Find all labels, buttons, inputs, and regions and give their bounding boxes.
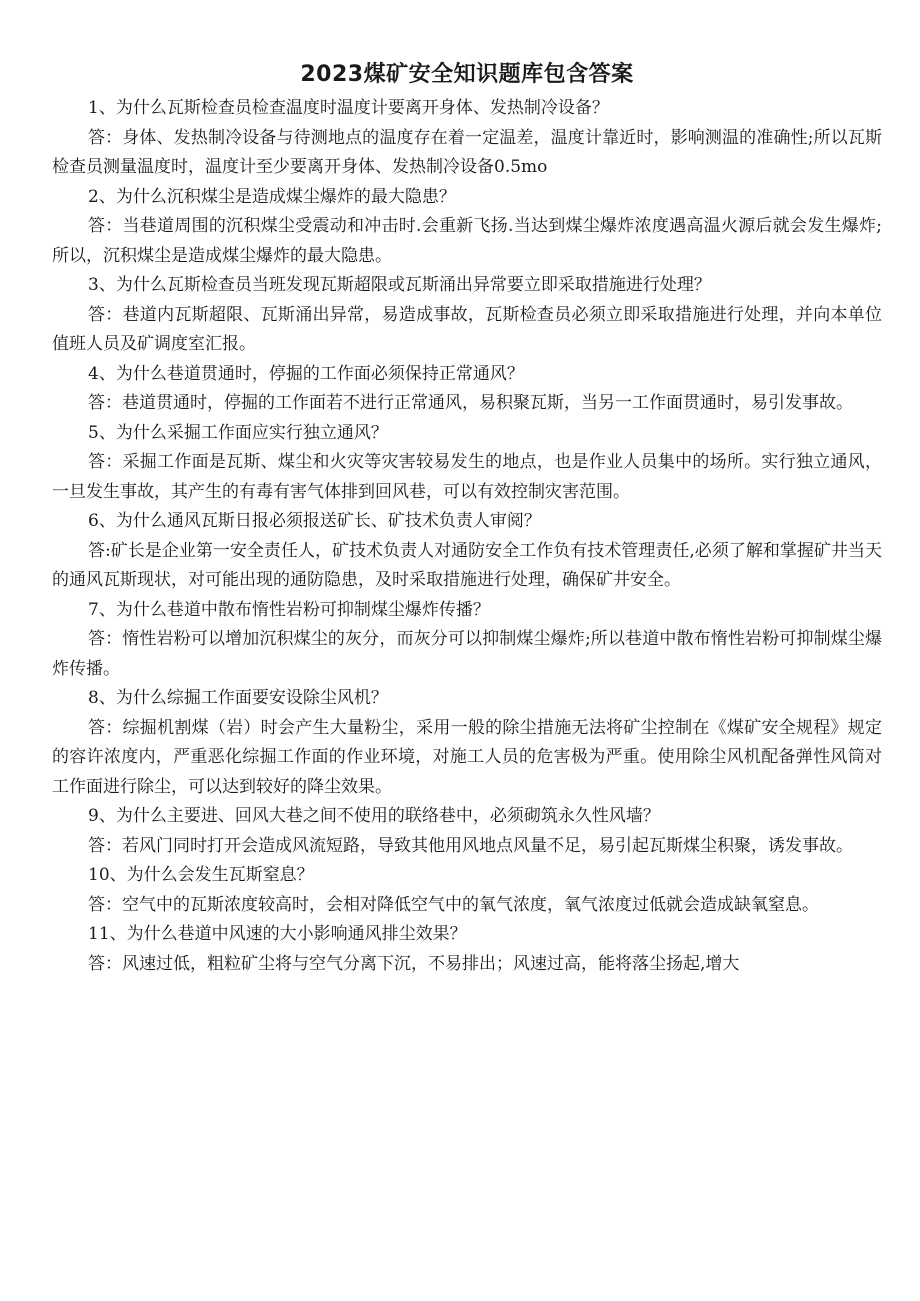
answer-5: 答：采掘工作面是瓦斯、煤尘和火灾等灾害较易发生的地点，也是作业人员集中的场所。实行独立通风，一旦发生事故，其产生的有毒有害气体排到回风巷，可以有效控制灾害范围。 <box>52 452 882 502</box>
question-7: 7、为什么巷道中散布惰性岩粉可抑制煤尘爆炸传播？ <box>88 599 490 620</box>
question-1: 1、为什么瓦斯检查员检查温度时温度计要离开身体、发热制冷设备？ <box>88 98 609 118</box>
answer-10: 答：空气中的瓦斯浓度较高时，会相对降低空气中的氧气浓度，氧气浓度过低就会造成缺氧窒息。 <box>88 894 819 915</box>
question-5: 5、为什么采掘工作面应实行独立通风？ <box>88 422 388 443</box>
question-4: 4、为什么巷道贯通时，停掘的工作面必须保持正常通风？ <box>88 363 524 384</box>
answer-7: 答：惰性岩粉可以增加沉积煤尘的灰分，而灰分可以抑制煤尘爆炸;所以巷道中散布惰性岩粉可抑制煤尘爆炸传播。 <box>52 629 882 679</box>
answer-2: 答：当巷道周围的沉积煤尘受震动和冲击时.会重新飞扬.当达到煤尘爆炸浓度遇高温火源后就会发生爆炸;所以，沉积煤尘是造成煤尘爆炸的最大隐患。 <box>52 216 882 266</box>
document-title: 2023煤矿安全知识题库包含答案 <box>300 62 634 87</box>
answer-11: 答：风速过低，粗粒矿尘将与空气分离下沉，不易排出；风速过高，能将落尘扬起,增大 <box>88 953 740 974</box>
document-page <box>52 58 882 979</box>
answer-6: 答:矿长是企业第一安全责任人，矿技术负责人对通防安全工作负有技术管理责任,必须了解和掌握矿井当天的通风瓦斯现状，对可能出现的通防隐患，及时采取措施进行处理，确保矿井安全。 <box>52 540 882 590</box>
answer-4: 答：巷道贯通时，停掘的工作面若不进行正常通风，易积聚瓦斯，当另一工作面贯通时，易引发事故。 <box>88 393 853 413</box>
answer-8: 答：综掘机割煤（岩）时会产生大量粉尘，采用一般的除尘措施无法将矿尘控制在《煤矿安全规程》规定的容许浓度内，严重恶化综掘工作面的作业环境，对施工人员的危害极为严重。使用除尘风机配备弹性风筒对工作面进行除尘，可以达到较好的降尘效果。 <box>52 717 882 797</box>
question-9: 9、为什么主要进、回风大巷之间不使用的联络巷中，必须砌筑永久性风墙？ <box>88 806 660 826</box>
question-10: 10、为什么会发生瓦斯窒息？ <box>88 865 314 885</box>
answer-1: 答：身体、发热制冷设备与待测地点的温度存在着一定温差，温度计靠近时，影响测温的准确性;所以瓦斯检查员测量温度时，温度计至少要离开身体、发热制冷设备0.5mo <box>52 127 882 177</box>
answer-9: 答：若风门同时打开会造成风流短路，导致其他用风地点风量不足，易引起瓦斯煤尘积聚，诱发事故。 <box>88 835 853 856</box>
question-6: 6、为什么通风瓦斯日报必须报送矿长、矿技术负责人审阅？ <box>88 511 541 531</box>
answer-3: 答：巷道内瓦斯超限、瓦斯涌出异常，易造成事故，瓦斯检查员必须立即采取措施进行处理，并向本单位值班人员及矿调度室汇报。 <box>52 304 882 354</box>
question-11: 11、为什么巷道中风速的大小影响通风排尘效果？ <box>88 924 467 944</box>
question-3: 3、为什么瓦斯检查员当班发现瓦斯超限或瓦斯涌出异常要立即采取措施进行处理？ <box>88 275 711 295</box>
question-8: 8、为什么综掘工作面要安设除尘风机？ <box>88 688 388 708</box>
question-2: 2、为什么沉积煤尘是造成煤尘爆炸的最大隐患？ <box>88 186 456 207</box>
